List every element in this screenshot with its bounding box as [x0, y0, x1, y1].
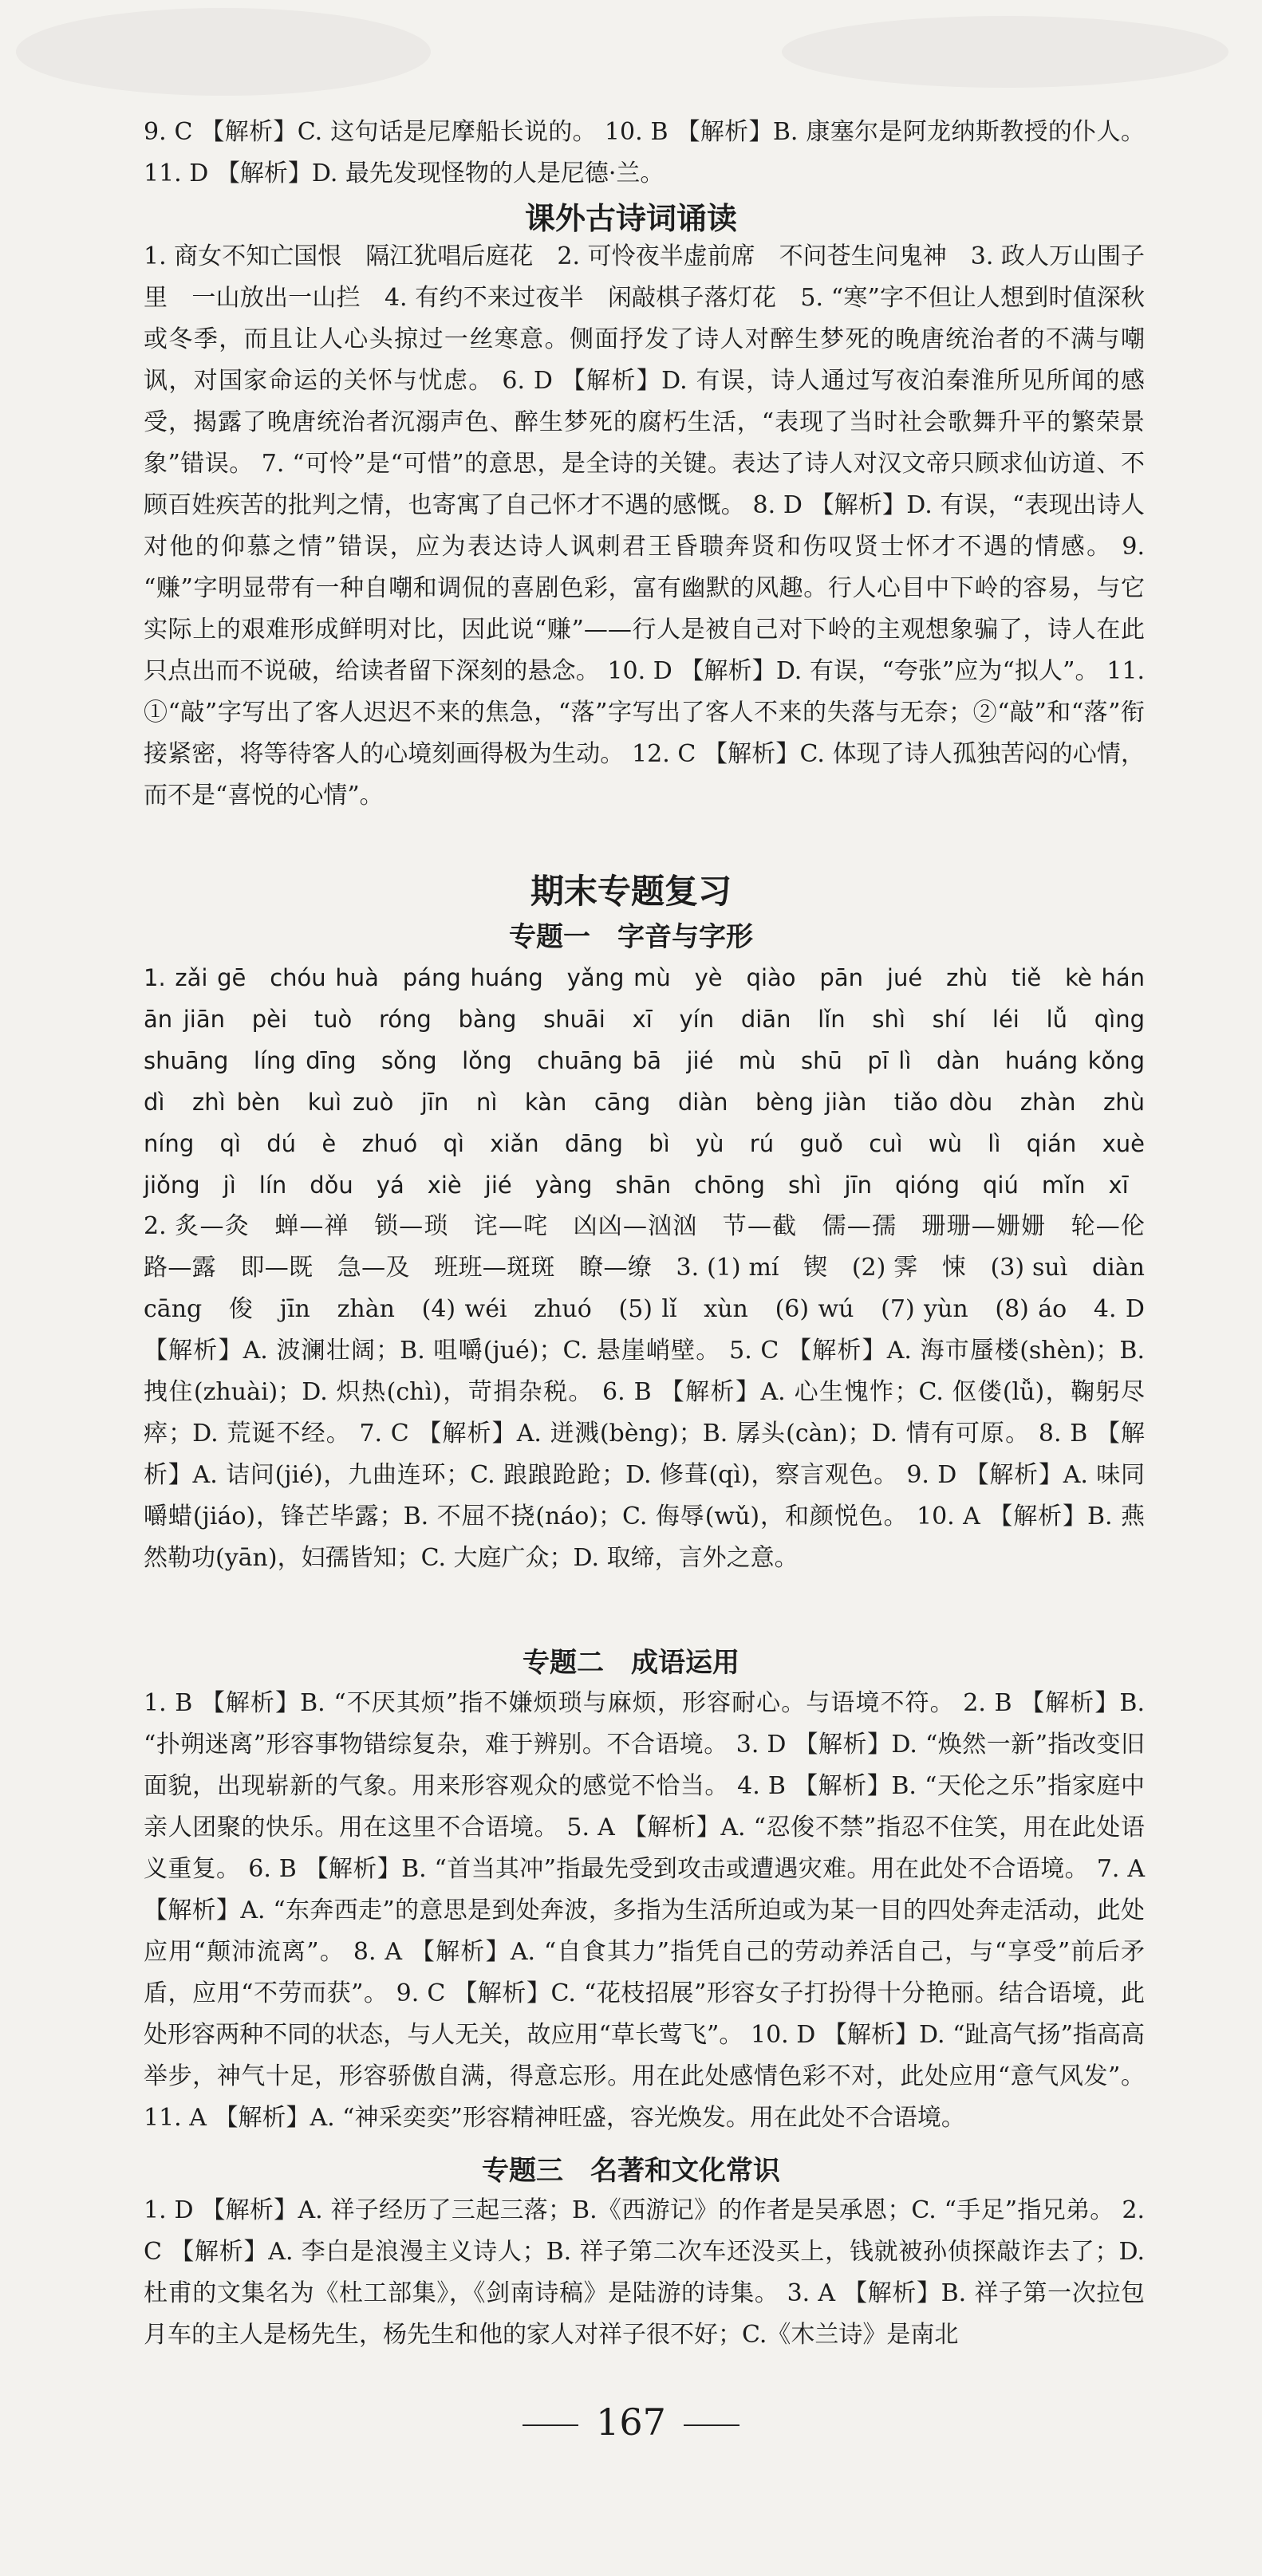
paper-stain — [782, 16, 1228, 88]
topic1-title: 专题一 字音与字形 — [509, 921, 753, 953]
top-answer-text: 9. C 【解析】C. 这句话是尼摩船长说的。 10. B 【解析】B. 康塞尔是阿龙纳斯教授的仆人。 11. D 【解析】D. 最先发现怪物的人是尼德·兰。 — [144, 118, 1145, 187]
topic3-title: 专题三 名著和文化常识 — [482, 2155, 780, 2187]
poetry-answers — [144, 236, 1145, 817]
top-answer-paragraph — [144, 112, 1145, 195]
paper-stain — [16, 8, 431, 96]
topic3-answer-text: 1. D 【解析】A. 祥子经历了三起三落；B.《西游记》的作者是吴承恩；C. “手足”指兄弟。 2. C 【解析】A. 李白是浪漫主义诗人；B. 祥子第二次车还没买上，钱就被孙侦探敲诈去了；D. 杜甫的文集名为《杜工部集》，《剑南诗稿》是陆游的诗集。 3. A 【解析】B. 祥子第一次拉包月车的主人是杨先生，杨先生和他的家人对祥子很不好；C.《木兰诗》是南北 — [144, 2196, 1145, 2349]
topic1-answers — [144, 957, 1169, 1579]
page-number-dash-left — [523, 2424, 578, 2426]
topic1-pinyin: 1. zǎi gē chóu huà páng huáng yǎng mù yè qiào pān jué zhù tiě kè hán ān jiān pèi tuò róng bàng shuāi xī yín diān lǐn shì shí léi lǚ qìng shuāng líng dīng sǒng lǒng chuāng bā jié mù shū pī lì dàn huáng kǒng dì zhì bèn kuì zuò jīn nì kàn cāng diàn bèng jiàn tiǎo dòu zhàn zhù níng qì dú è zhuó qì xiǎn dāng bì yù rú guǒ cuì wù lì qián xuè jiǒng jì lín dǒu yá xiè jié yàng shān chōng shì jīn qióng qiú mǐn xī — [144, 964, 1169, 1199]
final-review-title: 期末专题复习 — [530, 872, 732, 911]
page-number-text: 167 — [596, 2401, 666, 2444]
topic2-answer-text: 1. B 【解析】B. “不厌其烦”指不嫌烦琐与麻烦，形容耐心。与语境不符。 2. B 【解析】B. “扑朔迷离”形容事物错综复杂，难于辨别。不合语境。 3. D 【解析】D. “焕然一新”指改变旧面貌，出现崭新的气象。用来形容观众的感觉不恰当。 4. B 【解析】B. “天伦之乐”指家庭中亲人团聚的快乐。用在这里不合语境。 5. A 【解析】A. “忍俊不禁”指忍不住笑，用在此处语义重复。 6. B 【解析】B. “首当其冲”指最先受到攻击或遭遇灾难。用在此处不合语境。 7. A 【解析】A. “东奔西走”的意思是到处奔波，多指为生活所迫或为某一目的四处奔走活动，此处应用“颠沛流离”。 8. A 【解析】A. “自食其力”指凭自己的劳动养活自己，与“享受”前后矛盾，应用“不劳而获”。 9. C 【解析】C. “花枝招展”形容女子打扮得十分艳丽。结合语境，此处形容两种不同的状态，与人无关，故应用“草长莺飞”。 10. D 【解析】D. “趾高气扬”指高高举步，神气十足，形容骄傲自满，得意忘形。用在此处感情色彩不对，此处应用“意气风发”。 11. A 【解析】A. “神采奕奕”形容精神旺盛，容光焕发。用在此处不合语境。 — [144, 1689, 1145, 2132]
page-number — [0, 2401, 1262, 2444]
topic2-answers — [144, 1683, 1145, 2139]
poetry-answer-text: 1. 商女不知亡国恨 隔江犹唱后庭花 2. 可怜夜半虚前席 不问苍生问鬼神 3. 政人万山围子里 一山放出一山拦 4. 有约不来过夜半 闲敲棋子落灯花 5. “寒”字不但让人想到时值深秋或冬季，而且让人心头掠过一丝寒意。侧面抒发了诗人对醉生梦死的晚唐统治者的不满与嘲讽，对国家命运的关怀与忧虑。 6. D 【解析】D. 有误，诗人通过写夜泊秦淮所见所闻的感受，揭露了晚唐统治者沉溺声色、醉生梦死的腐朽生活，“表现了当时社会歌舞升平的繁荣景象”错误。 7. “可怜”是“可惜”的意思，是全诗的关键。表达了诗人对汉文帝只顾求仙访道、不顾百姓疾苦的批判之情，也寄寓了自己怀才不遇的感慨。 8. D 【解析】D. 有误，“表现出诗人对他的仰慕之情”错误，应为表达诗人讽刺君王昏聩奔贤和伤叹贤士怀才不遇的情感。 9. “赚”字明显带有一种自嘲和调侃的喜剧色彩，富有幽默的风趣。行人心目中下岭的容易，与它实际上的艰难形成鲜明对比，因此说“赚”——行人是被自己对下岭的主观想象骗了，诗人在此只点出而不说破，给读者留下深刻的悬念。 10. D 【解析】D. 有误，“夸张”应为“拟人”。 11. ①“敲”字写出了客人迟迟不来的焦急，“落”字写出了客人不来的失落与无奈；②“敲”和“落”衔接紧密，将等待客人的心境刻画得极为生动。 12. C 【解析】C. 体现了诗人孤独苦闷的心情，而不是“喜悦的心情”。 — [144, 242, 1145, 809]
page-number-dash-right — [684, 2424, 739, 2426]
topic2-title: 专题二 成语运用 — [523, 1647, 739, 1679]
topic3-answers — [144, 2190, 1145, 2356]
section-title-poetry: 课外古诗词诵读 — [524, 200, 737, 236]
topic1-answer-text: 2. 炙—灸 蝉—禅 锁—琐 诧—咤 凶凶—汹汹 节—截 儒—孺 珊珊—姗姗 轮—伦 路—露 即—既 急—及 班班—斑斑 瞭—缭 3. (1) mí 锲 (2) 霁 悚 (3) suì diàn cāng 俊 jīn zhàn (4) wéi zhuó (5) lǐ xùn (6) wú (7) yùn (8) áo 4. D 【解析】A. 波澜壮阔；B. 咀嚼(jué)；C. 悬崖峭壁。 5. C 【解析】A. 海市蜃楼(shèn)；B. 拽住(zhuài)；D. 炽热(chì)，苛捐杂税。 6. B 【解析】A. 心生愧怍；C. 伛偻(lǚ)，鞠躬尽瘁；D. 荒诞不经。 7. C 【解析】A. 迸溅(bèng)；B. 孱头(càn)；D. 情有可原。 8. B 【解析】A. 诘问(jié)，九曲连环；C. 踉踉跄跄；D. 修葺(qì)，察言观色。 9. D 【解析】A. 味同嚼蜡(jiáo)，锋芒毕露；B. 不屈不挠(náo)；C. 侮辱(wǔ)，和颜悦色。 10. A 【解析】B. 燕然勒功(yān)，妇孺皆知；C. 大庭广众；D. 取缔，言外之意。 — [144, 1212, 1169, 1572]
